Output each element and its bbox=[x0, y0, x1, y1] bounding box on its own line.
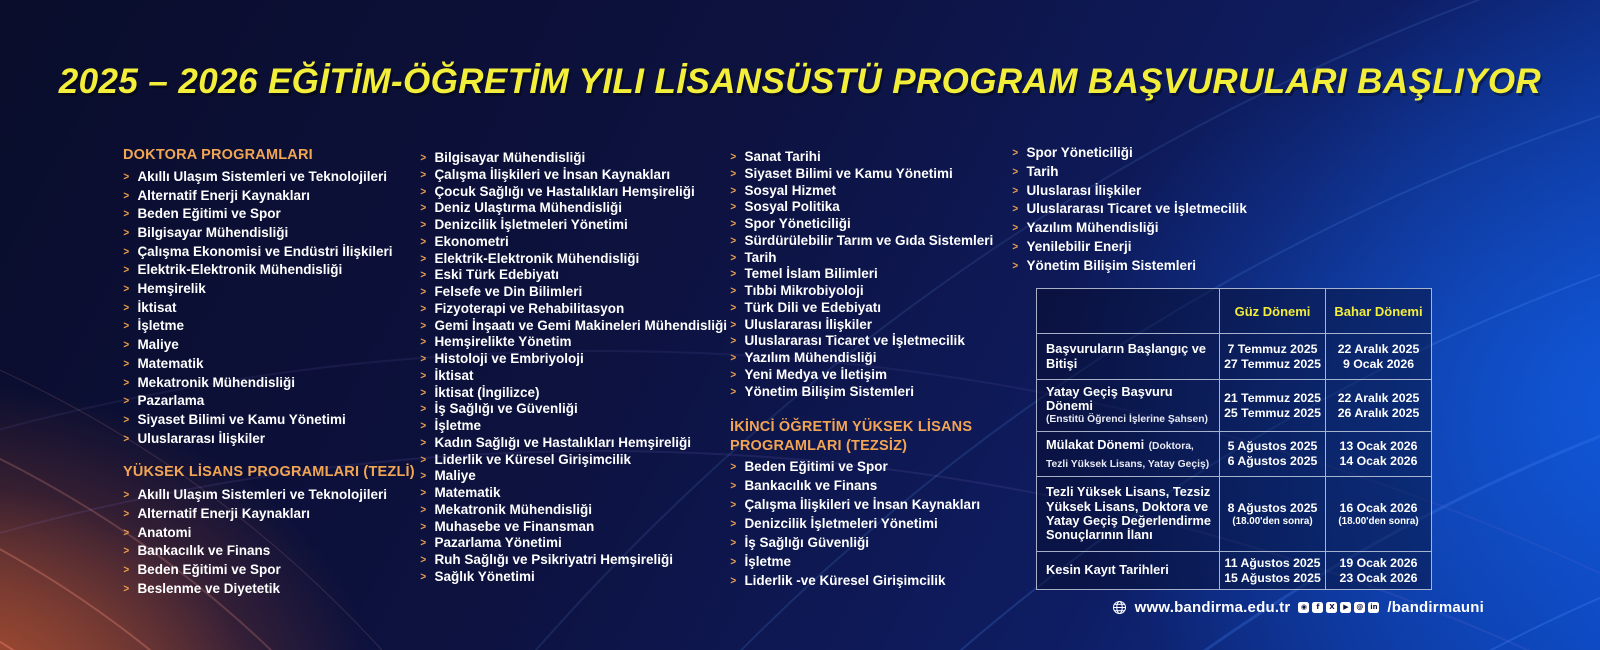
chevron-right-icon: > bbox=[730, 151, 737, 163]
row-sublabel: (Enstitü Öğrenci İşlerine Şahsen) bbox=[1046, 413, 1208, 425]
chevron-right-icon: > bbox=[1012, 259, 1019, 272]
program-column-3 bbox=[730, 150, 1048, 593]
chevron-right-icon: > bbox=[420, 487, 427, 499]
program-label: Uluslararası Ticaret ve İşletmecilik bbox=[744, 333, 965, 349]
program-label: İşletme bbox=[137, 318, 184, 334]
program-label: Sanat Tarihi bbox=[744, 149, 821, 164]
section-header-doktora: DOKTORA PROGRAMLARI bbox=[123, 147, 313, 163]
program-item bbox=[730, 284, 1048, 301]
program-label: Bankacılık ve Finans bbox=[744, 478, 878, 494]
chevron-right-icon: > bbox=[730, 318, 737, 331]
chevron-right-icon: > bbox=[730, 537, 737, 550]
facebook-icon: f bbox=[1312, 602, 1323, 613]
chevron-right-icon: > bbox=[730, 285, 737, 297]
bahar-date-note: (18.00'den sonra) bbox=[1338, 515, 1419, 527]
chevron-right-icon: > bbox=[1012, 222, 1019, 235]
chevron-right-icon: > bbox=[123, 395, 130, 408]
chevron-right-icon: > bbox=[730, 234, 737, 247]
program-item bbox=[123, 319, 418, 338]
program-item bbox=[1012, 202, 1312, 221]
program-label: Alternatif Enerji Kaynakları bbox=[137, 505, 310, 521]
program-label: Maliye bbox=[434, 468, 476, 484]
chevron-right-icon: > bbox=[123, 283, 130, 296]
chevron-right-icon: > bbox=[420, 369, 427, 382]
chevron-right-icon: > bbox=[730, 556, 737, 569]
program-item bbox=[123, 170, 418, 189]
program-label: Beden Eğitimi ve Spor bbox=[137, 561, 281, 577]
program-item bbox=[730, 498, 1048, 517]
chevron-right-icon: > bbox=[420, 503, 427, 516]
program-item bbox=[730, 301, 1048, 318]
chevron-right-icon: > bbox=[420, 235, 427, 248]
program-label: Hemşirelikte Yönetim bbox=[434, 334, 572, 350]
chevron-right-icon: > bbox=[420, 420, 427, 432]
program-item bbox=[420, 570, 725, 587]
chevron-right-icon: > bbox=[123, 208, 130, 221]
program-item bbox=[420, 352, 725, 369]
program-item bbox=[420, 520, 725, 537]
chevron-right-icon: > bbox=[123, 357, 130, 370]
program-label: Beden Eğitimi ve Spor bbox=[744, 459, 888, 475]
program-item bbox=[420, 486, 725, 503]
table-row bbox=[1037, 333, 1431, 379]
program-item bbox=[730, 318, 1048, 335]
program-item bbox=[730, 234, 1048, 251]
youtube-icon: ▶ bbox=[1340, 602, 1351, 613]
guz-date: 25 Temmuz 2025 bbox=[1224, 405, 1321, 420]
tezsiz-program-list bbox=[730, 460, 1048, 593]
program-label: Gemi İnşaatı ve Gemi Makineleri Mühendisliği bbox=[434, 317, 728, 333]
program-label: Muhasebe ve Finansman bbox=[434, 518, 595, 534]
chevron-right-icon: > bbox=[730, 368, 737, 381]
program-label: Spor Yöneticiliği bbox=[1026, 145, 1133, 160]
chevron-right-icon: > bbox=[420, 453, 427, 466]
program-label: Yönetim Bilişim Sistemleri bbox=[1026, 257, 1196, 273]
social-icons bbox=[1298, 602, 1379, 613]
row-label: Başvuruların Başlangıç ve Bitişi bbox=[1046, 341, 1207, 371]
chevron-right-icon: > bbox=[730, 184, 737, 197]
instagram-icon: ◉ bbox=[1298, 602, 1309, 613]
program-item bbox=[730, 200, 1048, 217]
chevron-right-icon: > bbox=[730, 499, 737, 512]
bahar-date: 13 Ocak 2026 bbox=[1339, 439, 1418, 454]
chevron-right-icon: > bbox=[730, 251, 737, 264]
program-item bbox=[123, 394, 418, 413]
chevron-right-icon: > bbox=[730, 167, 737, 180]
program-item bbox=[123, 507, 418, 526]
chevron-right-icon: > bbox=[123, 339, 130, 352]
program-label: Felsefe ve Din Bilimleri bbox=[434, 284, 583, 299]
chevron-right-icon: > bbox=[123, 301, 130, 314]
chevron-right-icon: > bbox=[420, 168, 427, 181]
program-label: Pazarlama Yönetimi bbox=[434, 535, 562, 551]
chevron-right-icon: > bbox=[730, 352, 737, 364]
bahar-date: 23 Ocak 2026 bbox=[1339, 570, 1418, 585]
chevron-right-icon: > bbox=[123, 582, 130, 595]
chevron-right-icon: > bbox=[420, 336, 427, 349]
program-label: Bankacılık ve Finans bbox=[137, 543, 271, 559]
chevron-right-icon: > bbox=[123, 245, 130, 258]
program-label: Sağlık Yönetimi bbox=[434, 568, 535, 584]
program-item bbox=[730, 251, 1048, 268]
program-label: Çalışma İlişkileri ve İnsan Kaynakları bbox=[744, 497, 981, 513]
program-item bbox=[420, 252, 725, 269]
program-label: Histoloji ve Embriyoloji bbox=[434, 351, 584, 366]
bahar-date: 19 Ocak 2026 bbox=[1339, 555, 1418, 570]
website-text: www.bandirma.edu.tr bbox=[1134, 598, 1291, 616]
chevron-right-icon: > bbox=[123, 264, 130, 277]
program-item bbox=[420, 151, 725, 168]
social-handle-text: /bandirmauni bbox=[1387, 598, 1484, 616]
program-label: İş Sağlığı Güvenliği bbox=[744, 535, 869, 551]
program-label: İktisat bbox=[137, 299, 177, 315]
chevron-right-icon: > bbox=[730, 575, 737, 588]
row-label: Yatay Geçiş Başvuru Dönemi bbox=[1046, 383, 1173, 414]
program-item bbox=[420, 453, 725, 470]
section-header-tezsiz-line1: İKİNCİ ÖĞRETİM YÜKSEK LİSANS bbox=[730, 419, 973, 436]
guz-date: 21 Temmuz 2025 bbox=[1224, 390, 1321, 405]
program-item bbox=[123, 563, 418, 582]
program-column-1 bbox=[123, 148, 418, 600]
tezli-program-list-col3 bbox=[730, 150, 1048, 401]
bahar-date: 14 Ocak 2026 bbox=[1339, 454, 1418, 468]
chevron-right-icon: > bbox=[420, 152, 427, 164]
program-label: Çalışma Ekonomisi ve Endüstri İlişkileri bbox=[137, 243, 393, 259]
program-label: Elektrik-Elektronik Mühendisliği bbox=[137, 262, 343, 278]
program-item bbox=[1012, 221, 1312, 240]
chevron-right-icon: > bbox=[1012, 165, 1019, 178]
chevron-right-icon: > bbox=[123, 227, 130, 239]
table-header-guz: Güz Dönemi bbox=[1219, 289, 1325, 333]
page-title: 2025 – 2026 EĞİTİM-ÖĞRETİM YILI LİSANSÜSTÜ PROGRAM BAŞVURULARI BAŞLIYOR bbox=[58, 62, 1542, 101]
guz-date: 15 Ağustos 2025 bbox=[1224, 570, 1321, 585]
program-item bbox=[123, 263, 418, 282]
program-item bbox=[420, 285, 725, 302]
x-twitter-icon: X bbox=[1326, 602, 1337, 613]
program-item bbox=[420, 402, 725, 419]
program-label: Denizcilik İşletmeleri Yönetimi bbox=[434, 217, 628, 232]
chevron-right-icon: > bbox=[730, 218, 737, 230]
program-item bbox=[730, 536, 1048, 555]
program-item bbox=[123, 245, 418, 264]
program-label: Liderlik ve Küresel Girişimcilik bbox=[434, 451, 632, 467]
program-label: Mekatronik Mühendisliği bbox=[434, 501, 592, 517]
program-item bbox=[730, 217, 1048, 234]
chevron-right-icon: > bbox=[420, 537, 427, 550]
program-item bbox=[123, 544, 418, 563]
chevron-right-icon: > bbox=[420, 570, 427, 583]
program-item bbox=[730, 517, 1048, 536]
guz-date: 11 Ağustos 2025 bbox=[1224, 555, 1321, 570]
program-item bbox=[420, 503, 725, 520]
threads-icon: @ bbox=[1356, 603, 1364, 611]
program-label: Maliye bbox=[137, 337, 179, 353]
program-item bbox=[123, 488, 418, 507]
tezli-program-list-col4 bbox=[1012, 146, 1312, 278]
program-item bbox=[123, 432, 418, 451]
program-item bbox=[420, 536, 725, 553]
program-label: Tarih bbox=[744, 249, 777, 265]
program-label: Denizcilik İşletmeleri Yönetimi bbox=[744, 516, 938, 532]
section-header-tezsiz bbox=[730, 418, 990, 456]
program-item bbox=[1012, 240, 1312, 259]
program-item bbox=[1012, 184, 1312, 203]
program-item bbox=[123, 282, 418, 301]
chevron-right-icon: > bbox=[730, 201, 737, 214]
program-item bbox=[730, 184, 1048, 201]
program-item bbox=[1012, 259, 1312, 278]
chevron-right-icon: > bbox=[420, 252, 427, 265]
chevron-right-icon: > bbox=[123, 489, 130, 502]
program-item bbox=[730, 167, 1048, 184]
program-label: Liderlik -ve Küresel Girişimcilik bbox=[744, 573, 946, 589]
bahar-date: 16 Ocak 2026 bbox=[1339, 500, 1418, 515]
program-item bbox=[420, 185, 725, 202]
guz-date: 8 Ağustos 2025 bbox=[1227, 500, 1318, 515]
program-label: Tıbbi Mikrobiyoloji bbox=[744, 283, 864, 298]
globe-icon bbox=[1112, 600, 1127, 615]
program-label: İktisat bbox=[434, 367, 474, 383]
program-label: Sosyal Politika bbox=[744, 199, 840, 215]
tezli-program-list-col2 bbox=[420, 150, 728, 587]
guz-date: 5 Ağustos 2025 bbox=[1227, 439, 1318, 454]
program-label: Kadın Sağlığı ve Hastalıkları Hemşireliği bbox=[434, 434, 692, 450]
program-item bbox=[123, 226, 418, 245]
chevron-right-icon: > bbox=[123, 545, 130, 558]
program-item bbox=[420, 419, 725, 436]
guz-date: 7 Temmuz 2025 bbox=[1227, 341, 1318, 356]
program-label: Mekatronik Mühendisliği bbox=[137, 374, 295, 390]
chevron-right-icon: > bbox=[730, 461, 737, 474]
program-item bbox=[420, 469, 725, 486]
program-item bbox=[123, 207, 418, 226]
program-item bbox=[420, 436, 725, 453]
chevron-right-icon: > bbox=[420, 286, 427, 298]
program-item bbox=[730, 368, 1048, 385]
chevron-right-icon: > bbox=[123, 320, 130, 333]
chevron-right-icon: > bbox=[1012, 184, 1019, 197]
doktora-program-list bbox=[123, 170, 418, 450]
program-item bbox=[123, 338, 418, 357]
program-item bbox=[730, 267, 1048, 284]
program-item bbox=[123, 526, 418, 545]
table-row bbox=[1037, 476, 1431, 551]
chevron-right-icon: > bbox=[730, 518, 737, 531]
chevron-right-icon: > bbox=[420, 386, 427, 399]
chevron-right-icon: > bbox=[730, 301, 737, 314]
program-item bbox=[730, 150, 1048, 167]
program-label: Matematik bbox=[434, 485, 501, 500]
program-label: Beslenme ve Diyetetik bbox=[137, 580, 281, 596]
program-label: Pazarlama bbox=[137, 393, 205, 409]
program-item bbox=[420, 268, 725, 285]
program-label: Siyaset Bilimi ve Kamu Yönetimi bbox=[137, 411, 346, 427]
program-item bbox=[730, 460, 1048, 479]
bahar-date: 26 Aralık 2025 bbox=[1337, 405, 1420, 420]
chevron-right-icon: > bbox=[420, 403, 427, 416]
program-label: Bilgisayar Mühendisliği bbox=[434, 150, 586, 165]
footer bbox=[1112, 597, 1484, 617]
program-item bbox=[420, 386, 725, 403]
row-label: Mülakat Dönemi bbox=[1046, 437, 1145, 453]
chevron-right-icon: > bbox=[730, 268, 737, 281]
program-label: Uluslararası Ticaret ve İşletmecilik bbox=[1026, 201, 1247, 217]
application-dates-table bbox=[1036, 288, 1432, 590]
program-label: Siyaset Bilimi ve Kamu Yönetimi bbox=[744, 165, 953, 181]
chevron-right-icon: > bbox=[123, 526, 130, 539]
table-header-bahar: Bahar Dönemi bbox=[1325, 289, 1431, 333]
program-item bbox=[420, 235, 725, 252]
bahar-date: 9 Ocak 2026 bbox=[1342, 356, 1415, 371]
table-row bbox=[1037, 379, 1431, 431]
guz-date-note: (18.00'den sonra) bbox=[1232, 515, 1313, 527]
chevron-right-icon: > bbox=[420, 269, 427, 282]
program-item bbox=[730, 574, 1048, 593]
program-label: Yazılım Mühendisliği bbox=[1026, 220, 1159, 236]
chevron-right-icon: > bbox=[1012, 203, 1019, 216]
program-label: Anatomi bbox=[137, 524, 192, 540]
program-item bbox=[730, 351, 1048, 368]
program-item bbox=[1012, 165, 1312, 184]
table-row bbox=[1037, 431, 1431, 476]
program-label: Tarih bbox=[1026, 163, 1059, 179]
program-item bbox=[420, 302, 725, 319]
program-item bbox=[420, 201, 725, 218]
program-label: Sosyal Hizmet bbox=[744, 182, 836, 198]
program-item bbox=[1012, 146, 1312, 165]
program-label: Akıllı Ulaşım Sistemleri ve Teknolojileri bbox=[137, 168, 388, 184]
chevron-right-icon: > bbox=[420, 470, 427, 483]
chevron-right-icon: > bbox=[123, 376, 130, 389]
row-label: Tezli Yüksek Lisans, Tezsiz Yüksek Lisans, Doktora ve Yatay Geçiş Değerlendirme Sonuçlarının İlanı bbox=[1046, 484, 1212, 543]
chevron-right-icon: > bbox=[1012, 147, 1019, 159]
program-label: Sürdürülebilir Tarım ve Gıda Sistemleri bbox=[744, 232, 994, 248]
program-label: Eski Türk Edebiyatı bbox=[434, 267, 559, 283]
chevron-right-icon: > bbox=[123, 563, 130, 576]
program-label: Alternatif Enerji Kaynakları bbox=[137, 187, 310, 203]
row-sublabel: (Doktora, Tezli Yüksek Lisans, Yatay Geçiş) bbox=[1046, 441, 1210, 470]
program-label: Elektrik-Elektronik Mühendisliği bbox=[434, 250, 640, 266]
chevron-right-icon: > bbox=[420, 219, 427, 231]
program-item bbox=[123, 189, 418, 208]
program-item bbox=[123, 357, 418, 376]
chevron-right-icon: > bbox=[420, 554, 427, 566]
chevron-right-icon: > bbox=[420, 202, 427, 215]
program-label: Temel İslam Bilimleri bbox=[744, 266, 878, 282]
chevron-right-icon: > bbox=[420, 185, 427, 198]
program-label: Deniz Ulaştırma Mühendisliği bbox=[434, 200, 622, 216]
program-item bbox=[420, 369, 725, 386]
program-label: Akıllı Ulaşım Sistemleri ve Teknolojileri bbox=[137, 487, 388, 503]
chevron-right-icon: > bbox=[123, 413, 130, 426]
program-label: Uluslararası İlişkiler bbox=[744, 316, 873, 332]
program-item bbox=[123, 582, 418, 601]
program-item bbox=[123, 376, 418, 395]
row-label: Kesin Kayıt Tarihleri bbox=[1046, 562, 1169, 578]
program-label: İşletme bbox=[744, 554, 791, 570]
program-item bbox=[420, 168, 725, 185]
program-item bbox=[730, 479, 1048, 498]
table-header-empty-cell bbox=[1037, 289, 1219, 333]
program-label: Yenilebilir Enerji bbox=[1026, 238, 1132, 254]
program-label: Uluslarası İlişkiler bbox=[1026, 182, 1142, 198]
table-row bbox=[1037, 551, 1431, 589]
table-header-row bbox=[1037, 289, 1431, 333]
chevron-right-icon: > bbox=[730, 480, 737, 493]
guz-date: 6 Ağustos 2025 bbox=[1227, 454, 1318, 468]
program-item bbox=[123, 301, 418, 320]
program-item bbox=[730, 385, 1048, 402]
section-header-tezsiz-line2: PROGRAMLARI (TEZSİZ) bbox=[730, 438, 908, 455]
program-label: İşletme bbox=[434, 418, 481, 433]
bahar-date: 22 Aralık 2025 bbox=[1337, 341, 1420, 356]
program-label: Yönetim Bilişim Sistemleri bbox=[744, 383, 914, 399]
program-label: Fizyoterapi ve Rehabilitasyon bbox=[434, 300, 625, 316]
program-item bbox=[420, 553, 725, 570]
program-item bbox=[730, 555, 1048, 574]
program-item bbox=[123, 413, 418, 432]
chevron-right-icon: > bbox=[420, 436, 427, 449]
chevron-right-icon: > bbox=[730, 335, 737, 348]
program-item bbox=[420, 335, 725, 352]
program-label: Hemşirelik bbox=[137, 281, 206, 297]
program-column-2 bbox=[420, 150, 728, 587]
program-label: Ruh Sağlığı ve Psikriyatri Hemşireliği bbox=[434, 552, 674, 567]
program-label: Çalışma İlişkileri ve İnsan Kaynakları bbox=[434, 166, 671, 182]
chevron-right-icon: > bbox=[420, 520, 427, 533]
chevron-right-icon: > bbox=[123, 170, 130, 183]
section-header-tezli: YÜKSEK LİSANS PROGRAMLARI (TEZLİ) bbox=[123, 464, 415, 481]
chevron-right-icon: > bbox=[1012, 240, 1019, 253]
program-item bbox=[420, 218, 725, 235]
chevron-right-icon: > bbox=[123, 189, 130, 202]
program-label: Matematik bbox=[137, 355, 204, 371]
program-label: Yeni Medya ve İletişim bbox=[744, 366, 888, 382]
program-label: Uluslararası İlişkiler bbox=[137, 430, 266, 446]
linkedin-icon: in bbox=[1370, 603, 1378, 611]
program-label: Ekonometri bbox=[434, 233, 509, 249]
bahar-date: 22 Aralık 2025 bbox=[1337, 390, 1420, 405]
program-label: Beden Eğitimi ve Spor bbox=[137, 206, 281, 222]
chevron-right-icon: > bbox=[730, 385, 737, 398]
program-label: Spor Yöneticiliği bbox=[744, 216, 851, 231]
chevron-right-icon: > bbox=[420, 302, 427, 315]
program-label: İktisat (İngilizce) bbox=[434, 384, 540, 400]
chevron-right-icon: > bbox=[420, 353, 427, 365]
program-label: İş Sağlığı ve Güvenliği bbox=[434, 401, 578, 417]
chevron-right-icon: > bbox=[123, 507, 130, 520]
program-label: Çocuk Sağlığı ve Hastalıkları Hemşireliği bbox=[434, 183, 695, 199]
program-item bbox=[420, 317, 728, 336]
program-label: Bilgisayar Mühendisliği bbox=[137, 225, 289, 240]
program-label: Yazılım Mühendisliği bbox=[744, 350, 877, 365]
tezli-program-list-col1 bbox=[123, 488, 418, 600]
program-item bbox=[730, 334, 1048, 351]
chevron-right-icon: > bbox=[420, 319, 427, 332]
program-label: Türk Dili ve Edebiyatı bbox=[744, 299, 881, 315]
program-column-4 bbox=[1012, 146, 1312, 278]
chevron-right-icon: > bbox=[123, 432, 130, 445]
guz-date: 27 Temmuz 2025 bbox=[1224, 356, 1321, 371]
